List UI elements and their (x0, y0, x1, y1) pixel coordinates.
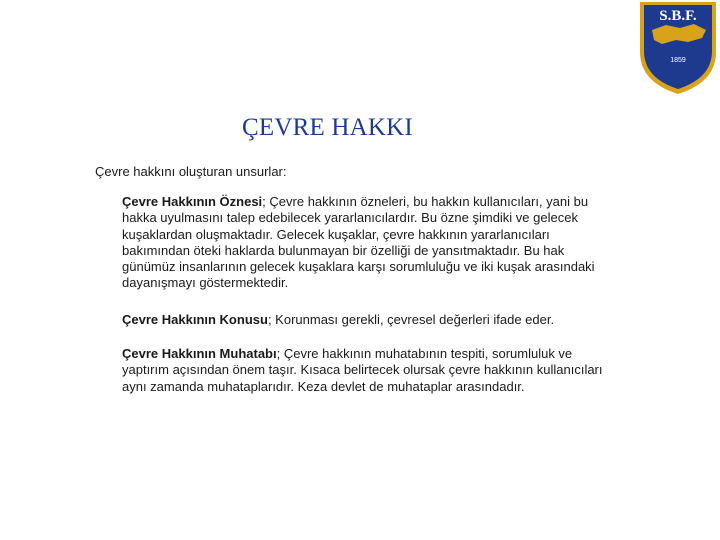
item-text: Çevre hakkının muhatabının tespiti, sorumluluk ve yaptırım açısından önem taşır. Kısaca belirtecek olursak çevre hakkının kullanıcıları aynı zamanda muhataplarıdır. Keza devlet de muhataplar arasındadır. (122, 346, 603, 394)
logo-year: 1859 (670, 57, 686, 64)
item-term: Çevre Hakkının Öznesi (122, 194, 263, 209)
item-term: Çevre Hakkının Muhatabı (122, 346, 277, 361)
item-text: Korunması gerekli, çevresel değerleri ifade eder. (275, 312, 555, 327)
item-text: Çevre hakkının özneleri, bu hakkın kullanıcıları, yani bu hakka uyulmasını talep edebilecek yararlanıcılardır. Bu özne şimdiki ve gelecek kuşaklardan oluşmaktadır. Gelecek kuşaklar, çevre hakkının yararlanıcıları bakımından öteki haklarda bulunmayan bir özelliği de yansıtmaktadır. Bu hak günümüz insanlarının gelecek kuşaklara karşı sorumluluğu ve iki kuşak arasındaki dayanışmayı göstermektedir. (122, 194, 595, 291)
item-term: Çevre Hakkının Konusu (122, 312, 268, 327)
list-item-konu (122, 312, 618, 328)
page-title: ÇEVRE HAKKI (242, 114, 413, 141)
sbf-logo (636, 0, 720, 96)
list-item-ozne (122, 194, 618, 292)
list-item-muhatap (122, 346, 618, 395)
item-separator: ; (267, 312, 276, 327)
logo-text: S.B.F. (659, 8, 697, 24)
item-separator: ; (262, 194, 270, 209)
item-separator: ; (276, 346, 284, 361)
intro-text: Çevre hakkını oluşturan unsurlar: (95, 164, 287, 179)
